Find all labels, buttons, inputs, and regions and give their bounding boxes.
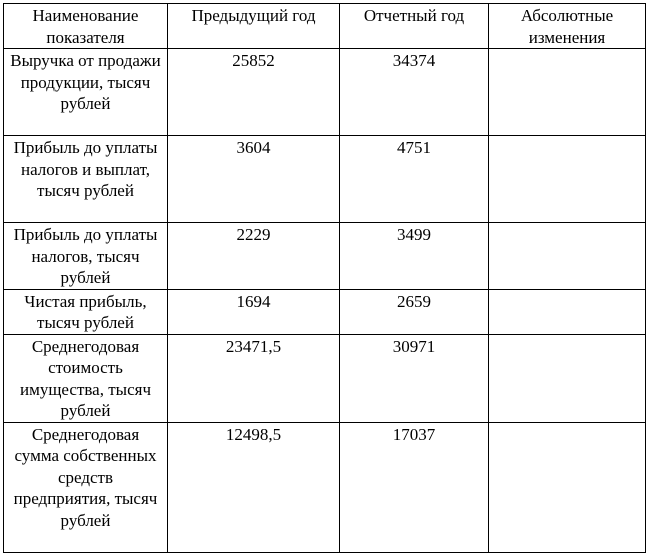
indicator-name-cell: Прибыль до уплаты налогов и выплат, тысяч рублей <box>4 136 168 223</box>
financial-indicators-table <box>3 3 646 553</box>
absolute-change-cell <box>489 289 646 334</box>
previous-year-cell: 3604 <box>168 136 340 223</box>
header-current-year: Отчетный год <box>340 4 489 49</box>
current-year-cell: 3499 <box>340 223 489 290</box>
absolute-change-cell <box>489 422 646 552</box>
table-row <box>4 289 646 334</box>
current-year-cell: 4751 <box>340 136 489 223</box>
previous-year-cell: 1694 <box>168 289 340 334</box>
indicator-name-cell: Среднегодовая стоимость имущества, тысяч рублей <box>4 334 168 422</box>
current-year-cell: 2659 <box>340 289 489 334</box>
previous-year-cell: 12498,5 <box>168 422 340 552</box>
current-year-cell: 34374 <box>340 49 489 136</box>
indicator-name-cell: Чистая прибыль, тысяч рублей <box>4 289 168 334</box>
absolute-change-cell <box>489 136 646 223</box>
previous-year-cell: 23471,5 <box>168 334 340 422</box>
table-row <box>4 422 646 552</box>
table-header-row <box>4 4 646 49</box>
header-absolute-change: Абсолютные изменения <box>489 4 646 49</box>
absolute-change-cell <box>489 49 646 136</box>
table-row <box>4 223 646 290</box>
indicator-name-cell: Выручка от продажи продукции, тысяч рублей <box>4 49 168 136</box>
header-previous-year: Предыдущий год <box>168 4 340 49</box>
previous-year-cell: 2229 <box>168 223 340 290</box>
absolute-change-cell <box>489 334 646 422</box>
absolute-change-cell <box>489 223 646 290</box>
indicator-name-cell: Прибыль до уплаты налогов, тысяч рублей <box>4 223 168 290</box>
current-year-cell: 30971 <box>340 334 489 422</box>
table-row <box>4 136 646 223</box>
header-indicator-name: Наименование показателя <box>4 4 168 49</box>
current-year-cell: 17037 <box>340 422 489 552</box>
table-row <box>4 334 646 422</box>
indicator-name-cell: Среднегодовая сумма собственных средств предприятия, тысяч рублей <box>4 422 168 552</box>
previous-year-cell: 25852 <box>168 49 340 136</box>
table-row <box>4 49 646 136</box>
